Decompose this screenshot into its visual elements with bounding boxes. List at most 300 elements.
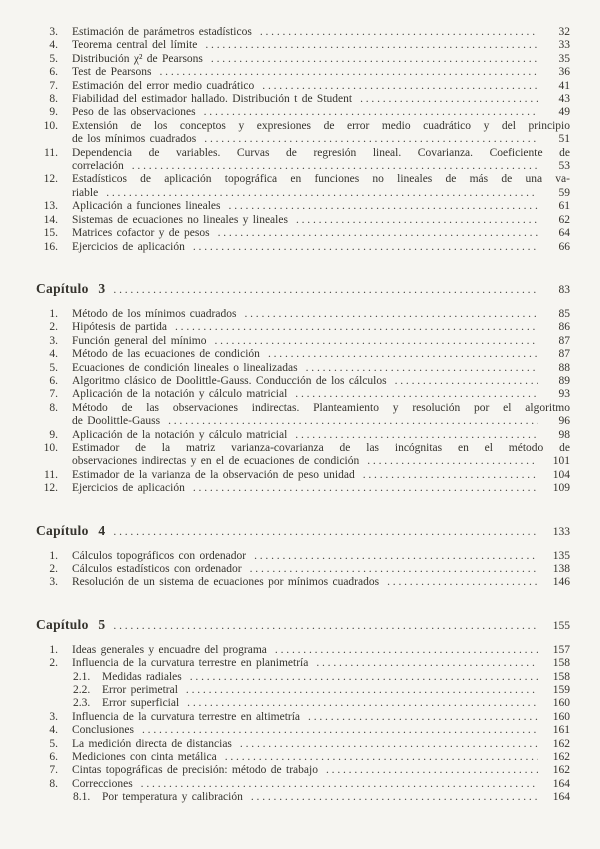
entry-line — [72, 550, 570, 563]
entry-title: Ejercicios de aplicación — [72, 240, 185, 253]
entry-title: Teorema central del límite — [72, 39, 198, 52]
entry-page: 33 — [558, 39, 570, 52]
entry-page: 51 — [558, 133, 570, 146]
dot-leader — [113, 617, 538, 635]
entry-line — [72, 335, 570, 348]
entry-number: 8.1. — [73, 791, 91, 804]
entry-title: Peso de las observaciones — [72, 106, 196, 119]
entry-line — [72, 53, 570, 66]
entry-line — [102, 671, 570, 684]
dot-leader — [142, 724, 538, 737]
entry-line — [72, 308, 570, 321]
entry-number: 3. — [49, 576, 58, 589]
dot-leader — [296, 214, 538, 227]
dot-leader — [262, 80, 538, 93]
toc-entry — [36, 482, 570, 495]
entry-title: Correcciones — [72, 777, 133, 790]
dot-leader — [193, 482, 538, 495]
dot-leader — [215, 335, 539, 348]
dot-leader — [316, 657, 538, 670]
entry-title: Función general del mínimo — [72, 334, 207, 347]
entry-title: Fiabilidad del estimador hallado. Distribución t de Student — [72, 93, 353, 106]
entry-content — [72, 308, 570, 321]
entry-number: 10. — [43, 441, 58, 454]
entry-line: Método de las observaciones indirectas. Planteamiento y resolución por el algoritmo — [72, 401, 570, 414]
entry-content — [72, 388, 570, 401]
toc-section — [36, 26, 570, 254]
dot-leader — [295, 429, 538, 442]
dot-leader — [205, 39, 538, 52]
entry-number: 5. — [49, 52, 58, 65]
entry-content — [72, 173, 570, 200]
entry-content — [72, 335, 570, 348]
entry-title: Aplicación a funciones lineales — [72, 200, 221, 213]
toc-entry — [36, 576, 570, 589]
dot-leader — [229, 200, 538, 213]
entry-line — [72, 724, 570, 737]
entry-content — [72, 375, 570, 388]
entry-page: 62 — [558, 213, 570, 226]
entry-number: 8. — [49, 777, 58, 790]
entry-content — [72, 576, 570, 589]
entry-number: 2. — [49, 657, 58, 670]
toc-entry — [36, 429, 570, 442]
chapter-page: 83 — [558, 283, 570, 296]
entry-content — [72, 751, 570, 764]
entry-title: Aplicación de la notación y cálculo matricial — [72, 388, 288, 401]
dot-leader — [326, 764, 538, 777]
dot-leader — [211, 53, 538, 66]
chapter-page: 155 — [552, 619, 570, 632]
toc-entry — [36, 362, 570, 375]
dot-leader — [295, 388, 538, 401]
entry-number: 9. — [49, 428, 58, 441]
dot-leader — [113, 523, 538, 541]
entry-title: Cintas topográficas de precisión: método de trabajo — [72, 764, 318, 777]
entry-content — [72, 241, 570, 254]
toc-section — [36, 616, 570, 805]
entry-number: 10. — [43, 119, 58, 132]
dot-leader — [186, 684, 538, 697]
entry-number: 3. — [49, 710, 58, 723]
dot-leader — [395, 375, 538, 388]
entry-line — [72, 241, 570, 254]
entry-content — [72, 764, 570, 777]
toc-entry — [36, 711, 570, 724]
dot-leader — [308, 711, 538, 724]
entry-content — [102, 671, 570, 684]
entry-content — [72, 348, 570, 361]
toc-entry — [36, 106, 570, 119]
dot-leader — [218, 227, 538, 240]
entry-line: Extensión de los conceptos y expresiones de error medio cuadrático y del principio — [72, 119, 570, 132]
entry-title: Medidas radiales — [102, 670, 182, 683]
entry-number: 2.3. — [73, 697, 91, 710]
entry-page: 32 — [558, 26, 570, 38]
entry-page: 164 — [552, 791, 570, 804]
entry-content — [72, 711, 570, 724]
entry-content — [72, 106, 570, 119]
entry-page: 160 — [552, 710, 570, 723]
toc-entry — [73, 697, 570, 710]
toc-entry — [36, 53, 570, 66]
entry-page: 89 — [558, 374, 570, 387]
entry-line — [72, 764, 570, 777]
entry-line — [72, 482, 570, 495]
entry-number: 2. — [49, 563, 58, 575]
dot-leader — [244, 308, 538, 321]
entry-title: La medición directa de distancias — [72, 737, 232, 750]
dot-leader — [190, 671, 538, 684]
entry-content — [72, 469, 570, 482]
entry-page: 135 — [552, 549, 570, 562]
toc-entry — [36, 120, 570, 147]
entry-title: Estimador de la varianza de la observación de peso unidad — [72, 468, 355, 481]
toc-entry — [36, 724, 570, 737]
entry-number: 7. — [49, 79, 58, 92]
entry-page: 87 — [558, 334, 570, 347]
chapter-heading — [36, 280, 570, 299]
entry-title: Resolución de un sistema de ecuaciones por mínimos cuadrados — [72, 576, 380, 589]
toc-entry — [36, 39, 570, 52]
chapter-heading — [36, 616, 570, 635]
toc-entry — [36, 308, 570, 321]
entry-content — [72, 724, 570, 737]
entry-line — [72, 187, 570, 200]
entry-number: 3. — [49, 26, 58, 38]
entry-line — [102, 791, 570, 804]
entry-number: 11. — [44, 146, 58, 159]
toc-entry — [36, 80, 570, 93]
entry-number: 9. — [49, 106, 58, 119]
entry-number: 2.1. — [73, 670, 91, 683]
entry-content — [72, 429, 570, 442]
entry-page: 162 — [552, 751, 570, 764]
entry-number: 1. — [49, 643, 58, 656]
entry-page: 104 — [552, 468, 570, 481]
entry-line — [72, 429, 570, 442]
entry-number: 7. — [49, 764, 58, 777]
dot-leader — [204, 106, 538, 119]
toc-entry — [73, 791, 570, 804]
entry-page: 160 — [552, 697, 570, 710]
entry-content — [72, 200, 570, 213]
entry-number: 4. — [49, 39, 58, 52]
entry-number: 1. — [49, 307, 58, 320]
entry-line — [72, 106, 570, 119]
entry-page: 66 — [558, 240, 570, 253]
dot-leader — [268, 348, 538, 361]
entry-title: Test de Pearsons — [72, 66, 152, 79]
entry-number: 6. — [49, 751, 58, 764]
entry-number: 15. — [43, 227, 58, 240]
entry-title: Ideas generales y encuadre del programa — [72, 643, 267, 656]
entry-page: 158 — [552, 670, 570, 683]
entry-page: 43 — [558, 93, 570, 106]
toc-entry — [36, 375, 570, 388]
entry-number: 8. — [49, 401, 58, 414]
entry-line — [102, 697, 570, 710]
entry-content — [72, 550, 570, 563]
toc-entry — [36, 644, 570, 657]
entry-number: 11. — [44, 468, 58, 481]
entry-content — [72, 26, 570, 39]
entry-line — [72, 778, 570, 791]
dot-leader — [260, 26, 538, 39]
entry-content — [72, 147, 570, 174]
entry-page: 164 — [552, 777, 570, 790]
entry-page: 64 — [558, 227, 570, 240]
entry-content — [72, 80, 570, 93]
entry-line: Estimador de la matriz varianza-covarianza de las incógnitas en el método de — [72, 441, 570, 454]
entry-title: Método de las ecuaciones de condición — [72, 348, 260, 361]
toc-entry — [36, 200, 570, 213]
entry-number: 6. — [49, 66, 58, 79]
toc — [36, 26, 570, 805]
entry-content — [72, 93, 570, 106]
entry-page: 96 — [558, 415, 570, 428]
dot-leader — [363, 469, 538, 482]
entry-title: Estimación de parámetros estadísticos — [72, 26, 252, 38]
toc-entry — [36, 173, 570, 200]
entry-content — [72, 402, 570, 429]
entry-line — [72, 415, 570, 428]
dot-leader — [387, 576, 538, 589]
toc-entry — [36, 147, 570, 174]
entry-line — [72, 375, 570, 388]
entry-title: riable — [72, 186, 99, 199]
toc-entry — [73, 671, 570, 684]
entry-number: 16. — [43, 240, 58, 253]
toc-entry — [36, 335, 570, 348]
entry-title: Estimación del error medio cuadrático — [72, 79, 255, 92]
entry-page: 109 — [552, 482, 570, 495]
dot-leader — [168, 415, 538, 428]
entry-page: 138 — [552, 563, 570, 575]
entry-content — [102, 697, 570, 710]
chapter-heading — [36, 522, 570, 541]
dot-leader — [240, 738, 538, 751]
entry-page: 162 — [552, 764, 570, 777]
entry-line — [72, 227, 570, 240]
entry-line — [72, 455, 570, 468]
entry-number: 2. — [49, 321, 58, 334]
entry-line — [72, 576, 570, 589]
entry-number: 4. — [49, 724, 58, 737]
toc-entry — [36, 442, 570, 469]
entry-number: 13. — [43, 200, 58, 213]
toc-entry — [36, 738, 570, 751]
entry-line — [72, 751, 570, 764]
entry-content — [102, 791, 570, 804]
chapter-title: Capítulo 4 — [36, 522, 106, 538]
dot-leader — [360, 93, 538, 106]
entry-content — [72, 39, 570, 52]
entry-title: Método de los mínimos cuadrados — [72, 307, 237, 320]
entry-line — [72, 39, 570, 52]
dot-leader — [113, 281, 538, 299]
entry-page: 88 — [558, 361, 570, 374]
entry-line — [72, 80, 570, 93]
entry-line — [72, 26, 570, 39]
entry-content — [102, 684, 570, 697]
entry-title: Ecuaciones de condición lineales o linealizadas — [72, 361, 298, 374]
entry-content — [72, 738, 570, 751]
entry-title: Hipótesis de partida — [72, 321, 167, 334]
entry-title: Aplicación de la notación y cálculo matricial — [72, 428, 288, 441]
entry-title: Error superficial — [102, 697, 180, 710]
dot-leader — [141, 778, 538, 791]
chapter-title: Capítulo 5 — [36, 616, 106, 632]
entry-page: 87 — [558, 348, 570, 361]
entry-line — [72, 348, 570, 361]
entry-page: 157 — [552, 643, 570, 656]
entry-content — [72, 227, 570, 240]
entry-content — [72, 53, 570, 66]
entry-number: 12. — [43, 173, 58, 186]
toc-section — [36, 280, 570, 496]
entry-page: 162 — [552, 737, 570, 750]
entry-line — [72, 160, 570, 173]
entry-number: 5. — [49, 361, 58, 374]
entry-page: 158 — [552, 657, 570, 670]
entry-title: Por temperatura y calibración — [102, 791, 243, 804]
entry-number: 8. — [49, 93, 58, 106]
entry-content — [72, 657, 570, 670]
dot-leader — [187, 697, 538, 710]
entry-title: Influencia de la curvatura terrestre en altimetría — [72, 710, 301, 723]
entry-title: Influencia de la curvatura terrestre en planimetría — [72, 657, 309, 670]
entry-number: 12. — [43, 482, 58, 495]
entry-line — [72, 321, 570, 334]
entry-line — [72, 133, 570, 146]
entry-line — [72, 388, 570, 401]
dot-leader — [160, 66, 539, 79]
entry-title: de los mínimos cuadrados — [72, 133, 197, 146]
dot-leader — [306, 362, 538, 375]
entry-page: 93 — [558, 388, 570, 401]
entry-line — [72, 563, 570, 576]
entry-content — [72, 563, 570, 576]
toc-section — [36, 522, 570, 590]
entry-page: 41 — [558, 79, 570, 92]
entry-content — [72, 321, 570, 334]
entry-page: 159 — [552, 684, 570, 697]
toc-entry — [36, 469, 570, 482]
entry-page: 146 — [552, 576, 570, 589]
toc-entry — [36, 402, 570, 429]
entry-number: 2.2. — [73, 684, 91, 697]
entry-page: 53 — [558, 160, 570, 173]
toc-entry — [36, 241, 570, 254]
entry-number: 1. — [49, 549, 58, 562]
entry-title: correlación — [72, 160, 124, 173]
dot-leader — [254, 550, 538, 563]
toc-entry — [36, 93, 570, 106]
entry-line — [72, 362, 570, 375]
toc-entry — [73, 684, 570, 697]
entry-content — [72, 482, 570, 495]
entry-line — [72, 711, 570, 724]
entry-title: Conclusiones — [72, 724, 134, 737]
entry-content — [72, 778, 570, 791]
toc-entry — [36, 214, 570, 227]
dot-leader — [225, 751, 538, 764]
entry-title: Algoritmo clásico de Doolittle-Gauss. Conducción de los cálculos — [72, 374, 387, 387]
entry-content — [72, 442, 570, 469]
toc-entry — [36, 348, 570, 361]
entry-title: Distribución χ² de Pearsons — [72, 52, 203, 65]
entry-number: 7. — [49, 388, 58, 401]
entry-line — [72, 738, 570, 751]
toc-entry — [36, 751, 570, 764]
dot-leader — [367, 455, 538, 468]
entry-content — [72, 214, 570, 227]
entry-content — [72, 362, 570, 375]
toc-entry — [36, 26, 570, 39]
toc-entry — [36, 550, 570, 563]
toc-entry — [36, 563, 570, 576]
entry-line — [72, 469, 570, 482]
toc-entry — [36, 778, 570, 791]
entry-title: Error perimetral — [102, 684, 178, 697]
toc-entry — [36, 764, 570, 777]
toc-entry — [36, 388, 570, 401]
toc-entry — [36, 321, 570, 334]
entry-title: Sistemas de ecuaciones no lineales y lineales — [72, 213, 288, 226]
entry-page: 61 — [558, 200, 570, 213]
entry-page: 86 — [558, 321, 570, 334]
entry-line: Estadísticos de aplicación topográfica en funciones no lineales de más de una va- — [72, 173, 570, 186]
entry-page: 85 — [558, 307, 570, 320]
entry-line — [72, 66, 570, 79]
entry-line — [72, 93, 570, 106]
entry-title: de Doolittle-Gauss — [72, 415, 161, 428]
entry-title: observaciones indirectas y en el de ecuaciones de condición — [72, 455, 360, 468]
dot-leader — [251, 791, 538, 804]
chapter-title: Capítulo 3 — [36, 280, 106, 296]
entry-line — [102, 684, 570, 697]
entry-line — [72, 644, 570, 657]
dot-leader — [204, 133, 538, 146]
entry-number: 3. — [49, 334, 58, 347]
toc-entry — [36, 66, 570, 79]
entry-content — [72, 644, 570, 657]
entry-line — [72, 657, 570, 670]
entry-number: 4. — [49, 348, 58, 361]
entry-line: Dependencia de variables. Curvas de regresión lineal. Covarianza. Coeficiente de — [72, 146, 570, 159]
toc-entry — [36, 657, 570, 670]
entry-page: 35 — [558, 52, 570, 65]
dot-leader — [275, 644, 538, 657]
entry-page: 101 — [552, 455, 570, 468]
entry-content — [72, 66, 570, 79]
entry-page: 161 — [552, 724, 570, 737]
toc-entry — [36, 227, 570, 240]
entry-content — [72, 120, 570, 147]
entry-page: 98 — [558, 428, 570, 441]
dot-leader — [132, 160, 538, 173]
entry-title: Cálculos topográficos con ordenador — [72, 549, 247, 562]
dot-leader — [175, 321, 538, 334]
entry-page: 59 — [558, 186, 570, 199]
entry-title: Ejercicios de aplicación — [72, 482, 185, 495]
entry-line — [72, 200, 570, 213]
chapter-page: 133 — [552, 525, 570, 538]
dot-leader — [193, 241, 538, 254]
dot-leader — [106, 187, 538, 200]
entry-title: Mediciones con cinta metálica — [72, 751, 217, 764]
